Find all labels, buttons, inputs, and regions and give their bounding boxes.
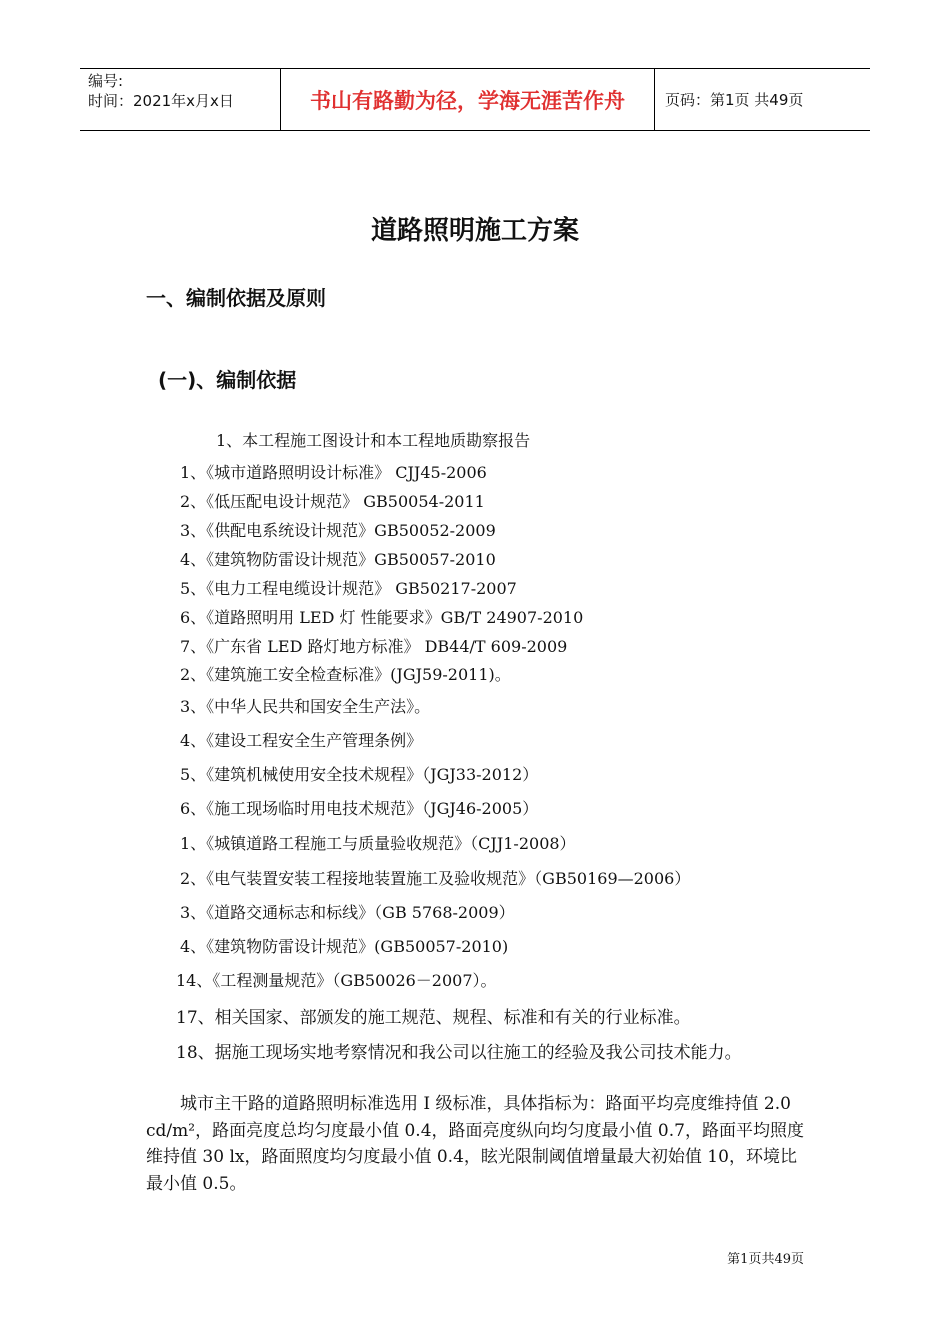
page-footer: 第1页共49页	[727, 1252, 804, 1267]
reference-item: 5、《电力工程电缆设计规范》 GB50217-2007	[180, 579, 517, 598]
reference-item: 4、《建筑物防雷设计规范》GB50057-2010	[180, 550, 496, 569]
doc-number-label: 编号:	[88, 72, 124, 90]
reference-item: 18、据施工现场实地考察情况和我公司以往施工的经验及我公司技术能力。	[176, 1043, 742, 1063]
reference-item: 14、《工程测量规范》（GB50026－2007）。	[176, 971, 497, 990]
doc-time-label: 时间：2021年x月x日	[88, 92, 234, 110]
header-motto: 书山有路勤为径，学海无涯苦作舟	[281, 69, 655, 130]
reference-item: 2、《低压配电设计规范》 GB50054-2011	[180, 492, 485, 511]
section-heading-1: 一、编制依据及原则	[146, 286, 326, 310]
reference-item: 2、《建筑施工安全检查标准》(JGJ59-2011)。	[180, 665, 511, 684]
reference-item: 7、《广东省 LED 路灯地方标准》 DB44/T 609-2009	[180, 637, 568, 656]
reference-item: 3、《中华人民共和国安全生产法》。	[180, 697, 431, 716]
reference-item: 6、《道路照明用 LED 灯 性能要求》GB/T 24907-2010	[180, 608, 584, 627]
reference-item: 3、《供配电系统设计规范》GB50052-2009	[180, 521, 496, 540]
document-title: 道路照明施工方案	[370, 216, 579, 246]
lighting-standard-paragraph: 城市主干路的道路照明标准选用 I 级标准，具体指标为：路面平均亮度维持值 2.0 cd/m²，路面亮度总均匀度最小值 0.4，路面亮度纵向均匀度最小值 0.7，路面平均照度维持值 30 lx，路面照度均匀度最小值 0.4，眩光限制阈值增量最大初始值 10，环境比最小值 0.5。	[146, 1094, 804, 1194]
reference-item: 3、《道路交通标志和标线》（GB 5768-2009）	[180, 903, 515, 922]
reference-item: 1、本工程施工图设计和本工程地质勘察报告	[216, 431, 531, 450]
reference-item: 1、《城镇道路工程施工与质量验收规范》（CJJ1-2008）	[180, 834, 576, 853]
reference-item: 1、《城市道路照明设计标准》 CJJ45-2006	[180, 463, 487, 482]
subsection-heading-1-1: (一)、编制依据	[158, 368, 297, 392]
header-page-number: 页码：第1页 共49页	[665, 91, 804, 109]
page-header	[80, 68, 870, 131]
reference-item: 4、《建设工程安全生产管理条例》	[180, 731, 423, 750]
reference-item: 6、《施工现场临时用电技术规范》（JGJ46-2005）	[180, 799, 539, 818]
reference-item: 2、《电气装置安装工程接地装置施工及验收规范》（GB50169—2006）	[180, 869, 691, 888]
header-info-cell	[80, 69, 281, 130]
reference-item: 17、相关国家、部颁发的施工规范、规程、标准和有关的行业标准。	[176, 1008, 691, 1028]
reference-item: 4、《建筑物防雷设计规范》(GB50057-2010)	[180, 937, 509, 956]
reference-item: 5、《建筑机械使用安全技术规程》（JGJ33-2012）	[180, 765, 539, 784]
